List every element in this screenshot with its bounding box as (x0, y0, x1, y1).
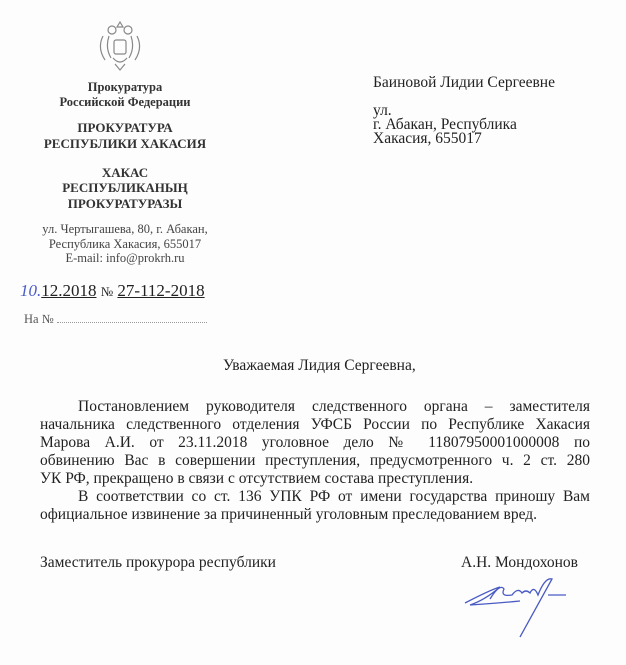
org-name-line: РЕСПУБЛИКИ ХАКАСИЯ (43, 136, 207, 151)
signer-position: Заместитель прокурора республики (40, 554, 276, 571)
body-line: Марова А.И. от 23.11.2018 уголовное дело № 11807950001000008 по (40, 434, 590, 451)
org-name-line: ПРОКУРАТУРАЗЫ (67, 196, 183, 211)
email-line: E-mail: info@prokrh.ru (65, 251, 185, 265)
body-line: В соответствии со ст. 136 УПК РФ от имени государства приношу Вам (78, 488, 590, 505)
address-line: Республика Хакасия, 655017 (48, 237, 202, 251)
address-line: ул. Чертыгашева, 80, г. Абакан, (42, 222, 208, 236)
body-line: официальное извинение за причиненный уголовным преследованием вред. (40, 506, 538, 523)
body-line: начальника следственного отделения УФСБ России по Республике Хакасия (40, 416, 590, 433)
date-number-line: 10.12.2018 № 27-112-2018 (20, 281, 205, 300)
handwritten-signature (460, 575, 580, 645)
reference-field: На № (24, 312, 207, 327)
org-name-line: Российской Федерации (59, 95, 191, 109)
org-name-line: ПРОКУРАТУРА (77, 120, 173, 135)
org-name-line: Прокуратура (87, 80, 163, 94)
org-name-line: РЕСПУБЛИКАНЫҢ (62, 180, 188, 195)
org-name-line: ХАКАС (101, 165, 149, 180)
outgoing-number: 27-112-2018 (117, 281, 205, 300)
coat-of-arms-emblem (95, 18, 145, 73)
signer-name: А.Н. Мондохонов (461, 554, 578, 571)
recipient-address-line: ул. (373, 102, 392, 119)
body-line: Постановлением руководителя следственного органа – заместителя (78, 398, 590, 415)
body-line: УК РФ, прекращено в связи с отсутствием состава преступления. (40, 470, 474, 487)
greeting: Уважаемая Лидия Сергеевна, (223, 357, 416, 374)
body-line: обвинению Вас в совершении преступления, предусмотренного ч. 2 ст. 280 (40, 452, 590, 469)
recipient-address-line: г. Абакан, Республика (373, 116, 517, 133)
recipient-address-line: Хакасия, 655017 (373, 130, 482, 147)
recipient-name: Баиновой Лидии Сергеевне (373, 74, 555, 91)
handwritten-day: 10. (20, 281, 42, 300)
